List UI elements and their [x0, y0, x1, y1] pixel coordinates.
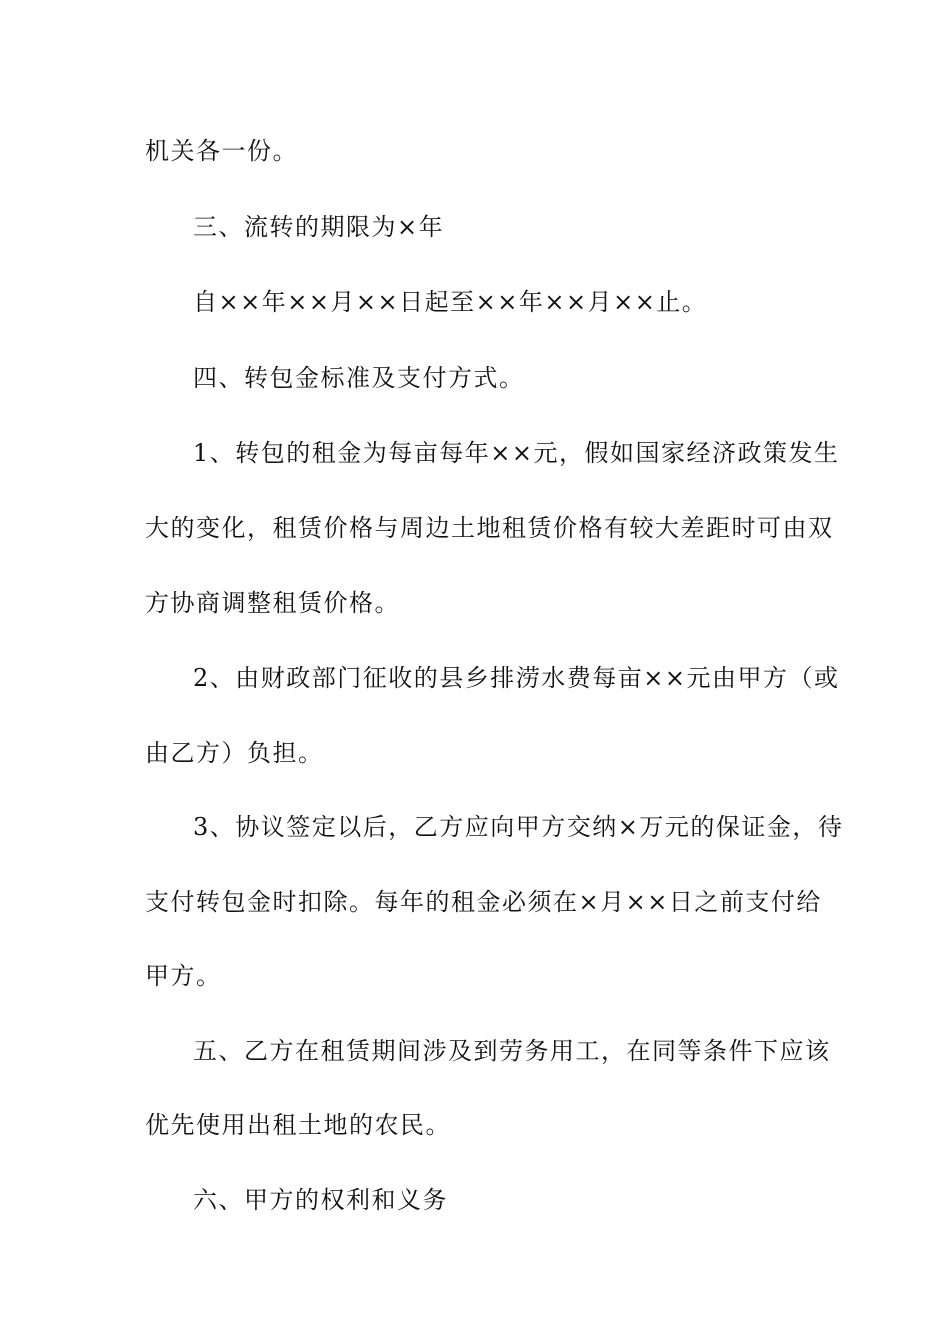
section-heading-term: 三、流转的期限为×年 — [193, 213, 445, 241]
section-heading-party-a: 六、甲方的权利和义务 — [193, 1186, 448, 1214]
section-heading-payment: 四、转包金标准及支付方式。 — [193, 364, 525, 392]
clause-3-line-2: 支付转包金时扣除。每年的租金必须在×月××日之前支付给 — [145, 888, 822, 916]
clause-3-line-3: 甲方。 — [145, 962, 222, 990]
clause-3-line-1: 3、协议签定以后，乙方应向甲方交纳×万元的保证金，待 — [193, 813, 844, 841]
clause-1-line-1: 1、转包的租金为每亩每年××元，假如国家经济政策发生 — [193, 439, 840, 467]
clause-2-line-1: 2、由财政部门征收的县乡排涝水费每亩××元由甲方（或 — [193, 664, 840, 692]
clause-2-line-2: 由乙方）负担。 — [145, 739, 324, 767]
clause-1-line-3: 方协商调整租赁价格。 — [145, 589, 400, 617]
text-line-term-dates: 自××年××月××日起至××年××月××止。 — [193, 288, 708, 316]
section-5-line-1: 五、乙方在租赁期间涉及到劳务用工，在同等条件下应该 — [193, 1037, 831, 1065]
clause-1-line-2: 大的变化，租赁价格与周边土地租赁价格有较大差距时可由双 — [145, 514, 834, 542]
text-line-continuation: 机关各一份。 — [145, 137, 298, 165]
section-5-line-2: 优先使用出租土地的农民。 — [145, 1111, 451, 1139]
